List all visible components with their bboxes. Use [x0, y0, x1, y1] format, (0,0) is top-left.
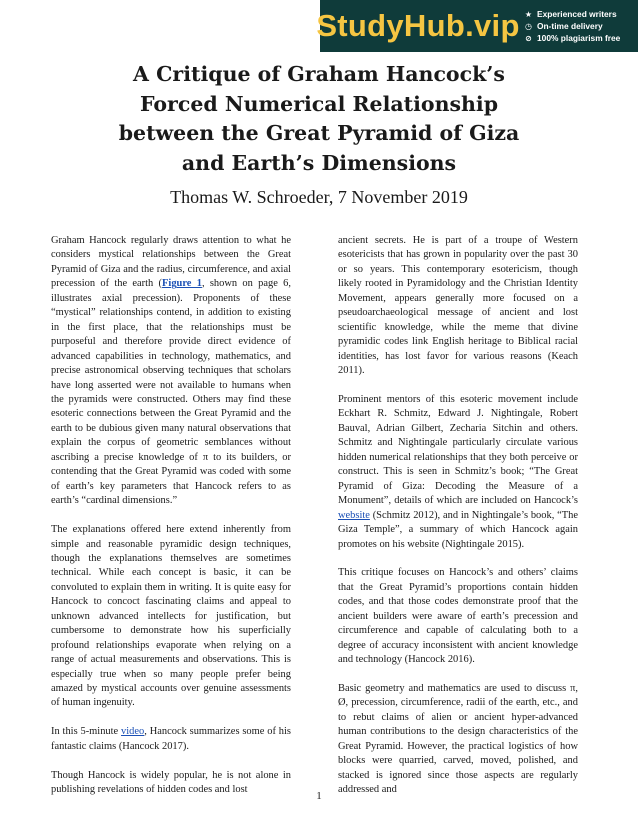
- right-column: [338, 234, 578, 798]
- paragraph: Graham Hancock regularly draws attention to what he considers mystical relationships between the Great Pyramid of Giza and the radius, circumference, and axial precession of the earth (Figure 1, shown on page 6, illustrates axial precession). Proponents of these “mystical” relationships contend, in addition to existing in the first place, that the relationships must be purposeful and therefore provide direct evidence of advanced capabilities in technology, mathematics, and precise astronomical observing techniques that scholars have long asserted were not available to humans when the pyramids were constructed. Others may find these esoteric connections between the Great Pyramid and the earth to be dubious given many natural observations that explain the corpus of geometric semblances without ascribing a precise knowledge of π to its builders, or contending that the Great Pyramid was coded with some of earth’s key parameters that Hancock refers to as earth’s “cardinal dimensions.”: [51, 235, 291, 507]
- title-line: Forced Numerical Relationship: [139, 91, 499, 116]
- author-date: Thomas W. Schroeder, 7 November 2019: [170, 187, 468, 207]
- studyhub-logo[interactable]: StudyHub.vip: [316, 8, 520, 43]
- star-icon: ★: [524, 9, 533, 19]
- title-line: between the Great Pyramid of Giza: [118, 121, 520, 145]
- feature-label: Experienced writers: [537, 9, 617, 19]
- feature-label: On-time delivery: [537, 21, 603, 31]
- paragraph: Though Hancock is widely popular, he is not alone in publishing revelations of hidden codes and lost: [51, 769, 291, 796]
- feature-experienced-writers: [524, 9, 620, 19]
- title-line: and Earth’s Dimensions: [181, 150, 457, 175]
- clock-icon: ◷: [525, 21, 532, 31]
- paragraph: Basic geometry and mathematics are used to discuss π, Ø, precession, circumference, radii of the earth, etc., and to rebut claims of alien or ancient hyper-advanced human contributions to the design characteristics of the Great Pyramid. However, the practical logistics of how blocks were quarried, carved, moved, polished, and stacked is ignored since those aspects are regularly addressed and: [338, 683, 578, 796]
- plagiarism-free-icon: ⊘: [525, 33, 532, 43]
- paper-title: [0, 60, 638, 178]
- video-link[interactable]: video: [121, 726, 145, 738]
- feature-label: 100% plagiarism free: [537, 33, 621, 43]
- paragraph: Prominent mentors of this esoteric movement include Eckhart R. Schmitz, Edward J. Nightingale, Robert Bauval, Adrian Gilbert, Zecharia Sitchin and others. Schmitz and Nightingale particularly circulate various hidden numerical relationships that they both perceive or construct. This is seen in Schmitz’s book; “The Great Pyramid of Giza: Decoding the Measure of a Monument”, details of which are included on Hancock’s website (Schmitz 2012), and in Nightingale’s book, “The Giza Temple”, a summary of which Hancock again promotes on his website (Nightingale 2015).: [338, 393, 578, 550]
- left-column: [51, 234, 291, 798]
- paragraph: The explanations offered here extend inherently from simple and reasonable pyramidic design techniques, though the explanations themselves are sometimes technical. While each concept is basic, it can be convoluted to explain them in writing. It is quite easy for Hancock to concoct fascinating claims and appeal to unknown advanced intellects for justification, but cumbersome to demonstrate how his superficially profound relationships evaporate when relying on a range of actual measurements and observations. This is especially true when so many people prefer being amazed by mystical accounts over genuine assessments of human ingenuity.: [51, 524, 291, 709]
- page-number: 1: [316, 790, 322, 802]
- title-line: A Critique of Graham Hancock’s: [133, 62, 505, 86]
- feature-on-time-delivery: [524, 21, 620, 31]
- promo-banner[interactable]: [316, 0, 638, 52]
- banner-features: [516, 9, 620, 43]
- paragraph: This critique focuses on Hancock’s and others’ claims that the Great Pyramid’s proportions contain hidden codes, and that those codes demonstrate proof that the ancient builders were aware of earth’s precession and circumference and capable of calculating both to a degree of accuracy inconsistent with ancient knowledge and technology (Hancock 2016).: [338, 567, 578, 666]
- paragraph: ancient secrets. He is part of a troupe of Western esotericists that has grown in popularity over the past 30 or so years. This contemporary esotericism, though likely rooted in Pyramidology and the Christian Identity Movement, appears generally more focused on a pseudoarchaeological message of ancient and lost scientific knowledge, while the meme that divine pyramidic codes link English heritage to Biblical racial identities, has lost favor for various reasons (Keach 2011).: [338, 235, 578, 377]
- figure-1-link[interactable]: Figure 1: [162, 278, 202, 290]
- website-link[interactable]: website: [338, 509, 370, 521]
- paragraph: In this 5-minute video, Hancock summarizes some of his fantastic claims (Hancock 2017).: [51, 726, 291, 752]
- feature-plagiarism-free: [524, 33, 620, 43]
